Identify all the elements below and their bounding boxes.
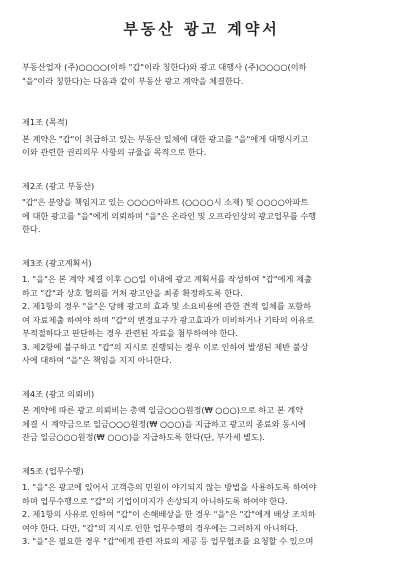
article-line: 본 계약은 "갑"이 취급하고 있는 부동산 일체에 대한 광고를 "을"에게 대행시키고 [22,133,309,144]
article-line: 1. "을"은 광고에 있어서 고객층의 민원이 야기되지 않는 방법을 사용하도록 하여야 [22,482,317,492]
article-line: "갑"은 분양을 책임지고 있는 ○○○○아파트 (○○○○시 소재) 및 ○○○○아파트 [22,197,309,207]
article-line: 본 계약에 따른 광고 의뢰비는 총액 일금○○○원정(₩ ○○○)으로 하고 본 계약 [22,405,304,415]
article-heading: 제3조 (광고계획서) [22,257,92,268]
article-line: 사에 대하여 "을"은 책임을 지지 아니한다. [22,355,172,365]
intro-paragraph [22,61,381,88]
document-title: 부동산 광고 계약서 [123,20,280,38]
intro-line: 부동산업자 (주)○○○○(이하 "갑"이라 칭한다)와 광고 대행사 (주)○○○○(이하 [22,62,307,72]
article-line: 에 대한 광고를 "을"에게 의뢰하며 "을"은 온라인 및 오프라인상의 광고업무를 수행 [22,210,317,221]
article-line: 2. 제1항의 사유로 인하여 "갑"이 손해배상을 한 경우 "을"은 "갑"에게 배상 조치하 [22,509,316,519]
article-line: 이와 관련한 권리의무 사항의 규율을 목적으로 한다. [22,147,207,157]
article-3 [22,257,381,368]
article-line: 부적절하다고 판단하는 경우 관련된 자료을 첨부하여야 한다. [22,328,238,338]
article-heading: 제1조 (목적) [22,117,68,127]
intro-line: "을"이라 칭한다)는 다음과 같이 부동산 광고 계약을 체결한다. [22,75,244,86]
article-line: 3. 제2항에 불구하고 "갑"의 지시로 진행되는 경우 이로 인하여 발생된 제반 불상 [22,341,309,352]
article-line: 3. "을"은 필요한 경우 "갑"에게 관련 자료의 제공 등 업무협조를 요청할 수 있으며 [22,536,314,546]
article-line: 1. "을"은 본 계약 체결 이후 ○○일 이내에 광고 계획서를 작성하여 "갑"에게 제출 [22,274,312,284]
article-heading: 제5조 (업무수행) [22,465,84,476]
article-line: 체결 시 계약금으로 일금○○○원정(₩ ○○○)을 지급하고 광고의 종료와 동시에 [22,418,306,429]
article-1 [22,116,381,160]
article-5 [22,465,381,549]
article-line: 한다. [22,224,41,234]
article-line: 2. 제1항의 경우 "을"은 당해 광고의 효과 및 소요비용에 관한 견적 일체를 포함하 [22,301,312,311]
article-heading: 제4조 (광고 의뢰비) [22,388,95,399]
article-line: 하고 "갑"과 상호 협의를 거쳐 광고안을 최종 확정하도록 한다. [22,287,243,298]
article-heading: 제2조 (광고 부동산) [22,180,95,191]
article-2 [22,180,381,237]
article-line: 여야 한다. 다만, "갑"의 지시로 인한 업무수행의 경우에는 그러하지 아니하다. [22,522,299,533]
article-line: 하며 업무수행으로 "갑"의 기업이미지가 손상되지 아니하도록 하여야 한다. [22,495,288,506]
article-line: 여 자료제출 하여야 하며 "갑"의 변경요구가 광고효과가 미비하거나 기타의 이유로 [22,314,314,325]
article-line: 잔금 일금○○○원정(₩ ○○○)을 지급하도록 한다(단, 부가세 별도). [22,432,265,442]
article-4 [22,388,381,445]
